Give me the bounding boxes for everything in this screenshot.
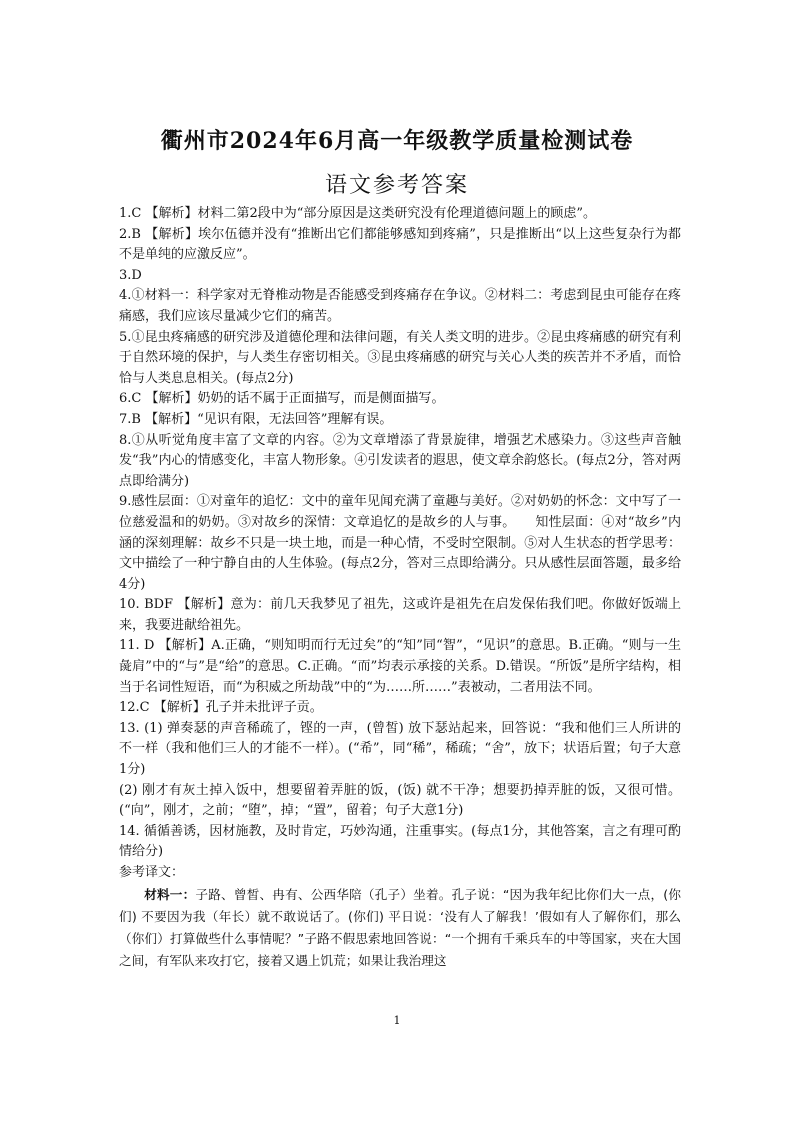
page-number: 1: [393, 1014, 401, 1027]
answer-body: [119, 204, 681, 972]
answer-8: 8.①从听觉角度丰富了文章的内容。②为文章增添了背景旋律，增强艺术感染力。③这些声音触发“我”内心的情感变化，丰富人物形象。④引发读者的遐思，使文章余韵悠长。(每点2分，答对两点即给满分): [119, 432, 681, 489]
answer-14: 14. 循循善诱，因材施教，及时肯定，巧妙沟通，注重事实。(每点1分，其他答案，言之有理可酌情给分): [119, 823, 681, 860]
answer-2: 2.B 【解析】埃尔伍德并没有“推断出它们都能够感知到疼痛”，只是推断出“以上这些复杂行为都不是单纯的应激反应”。: [119, 226, 681, 263]
answer-4: 4.①材料一：科学家对无脊椎动物是否能感受到疼痛存在争议。②材料二：考虑到昆虫可能存在疼痛感，我们应该尽量减少它们的痛苦。: [119, 288, 681, 324]
answer-7: 7.B 【解析】“见识有限，无法回答”理解有误。: [119, 411, 393, 427]
page-title: 衢州市2024年6月高一年级教学质量检测试卷: [160, 128, 634, 154]
page-subtitle: 语文参考答案: [324, 173, 469, 198]
answer-9: 9.感性层面：①对童年的追忆：文中的童年见闻充满了童趣与美好。②对奶奶的怀念：文中写了一位慈爱温和的奶奶。③对故乡的深情：文章追忆的是故乡的人与事。 知性层面：④对“故乡”内涵的深刻理解：故乡不只是一块土地，而是一种心情，不受时空限制。⑤对人生状态的哲学思考：文中描绘了一种宁静自由的人生体验。(每点2分，答对三点即给满分。只从感性层面答题，最多给4分): [119, 494, 681, 592]
answer-1: 1.C 【解析】材料二第2段中为“部分原因是这类研究没有伦理道德问题上的顾虑”。: [119, 206, 597, 221]
answer-13-1: 13. (1) 弹奏瑟的声音稀疏了，铿的一声，(曾皙) 放下瑟站起来，回答说：“我和他们三人所讲的不一样（我和他们三人的才能不一样）。(“希”，同“稀”，稀疏；“舍”，放下；状语后置；句子大意1分): [119, 720, 681, 778]
translation-label: 材料一：: [144, 886, 196, 902]
answer-3: 3.D: [119, 267, 142, 283]
translation-paragraph: [119, 884, 681, 972]
answer-6: 6.C 【解析】奶奶的话不属于正面描写，而是侧面描写。: [119, 391, 445, 407]
answer-5: 5.①昆虫疼痛感的研究涉及道德伦理和法律问题，有关人类文明的进步。②昆虫疼痛感的研究有利于自然环境的保护，与人类生存密切相关。③昆虫疼痛感的研究与关心人类的疾苦并不矛盾，而恰恰与人类息息相关。(每点2分): [119, 329, 681, 386]
translation-text: 子路、曾皙、冉有、公西华陪（孔子）坐着。孔子说：“因为我年纪比你们大一点，(你们) 不要因为我（年长）就不敢说话了。(你们) 平日说：‘没有人了解我！’假如有人了解你们，那么（你们）打算做些什么事情呢？”子路不假思索地回答说：“一个拥有千乘兵车的中等国家，夹在大国之间，有军队来攻打它，接着又遇上饥荒；如果让我治理这: [119, 886, 681, 968]
answer-11: 11. D 【解析】A.正确，“则知明而行无过矣”的“知”同“智”，“见识”的意思。B.正确。“则与一生彘肩”中的“与”是“给”的意思。C.正确。“而”均表示承接的关系。D.错误。“所饭”是所字结构，相当于名词性短语，而“为积威之所劫哉”中的“为……所……”表被动，二者用法不同。: [119, 638, 681, 695]
answer-13-2: (2) 刚才有灰土掉入饭中，想要留着弄脏的饭，(饭) 就不干净；想要扔掉弄脏的饭，又很可惜。(“向”，刚才，之前；“堕”，掉；“置”，留着；句子大意1分): [119, 782, 681, 819]
answer-10: 10. BDF 【解析】意为：前几天我梦见了祖先，这或许是祖先在启发保佑我们吧。你做好饭端上来，我要进献给祖先。: [119, 597, 681, 633]
translation-heading: 参考译文：: [119, 865, 185, 880]
answer-12: 12.C 【解析】孔子并未批评子贡。: [119, 700, 323, 716]
